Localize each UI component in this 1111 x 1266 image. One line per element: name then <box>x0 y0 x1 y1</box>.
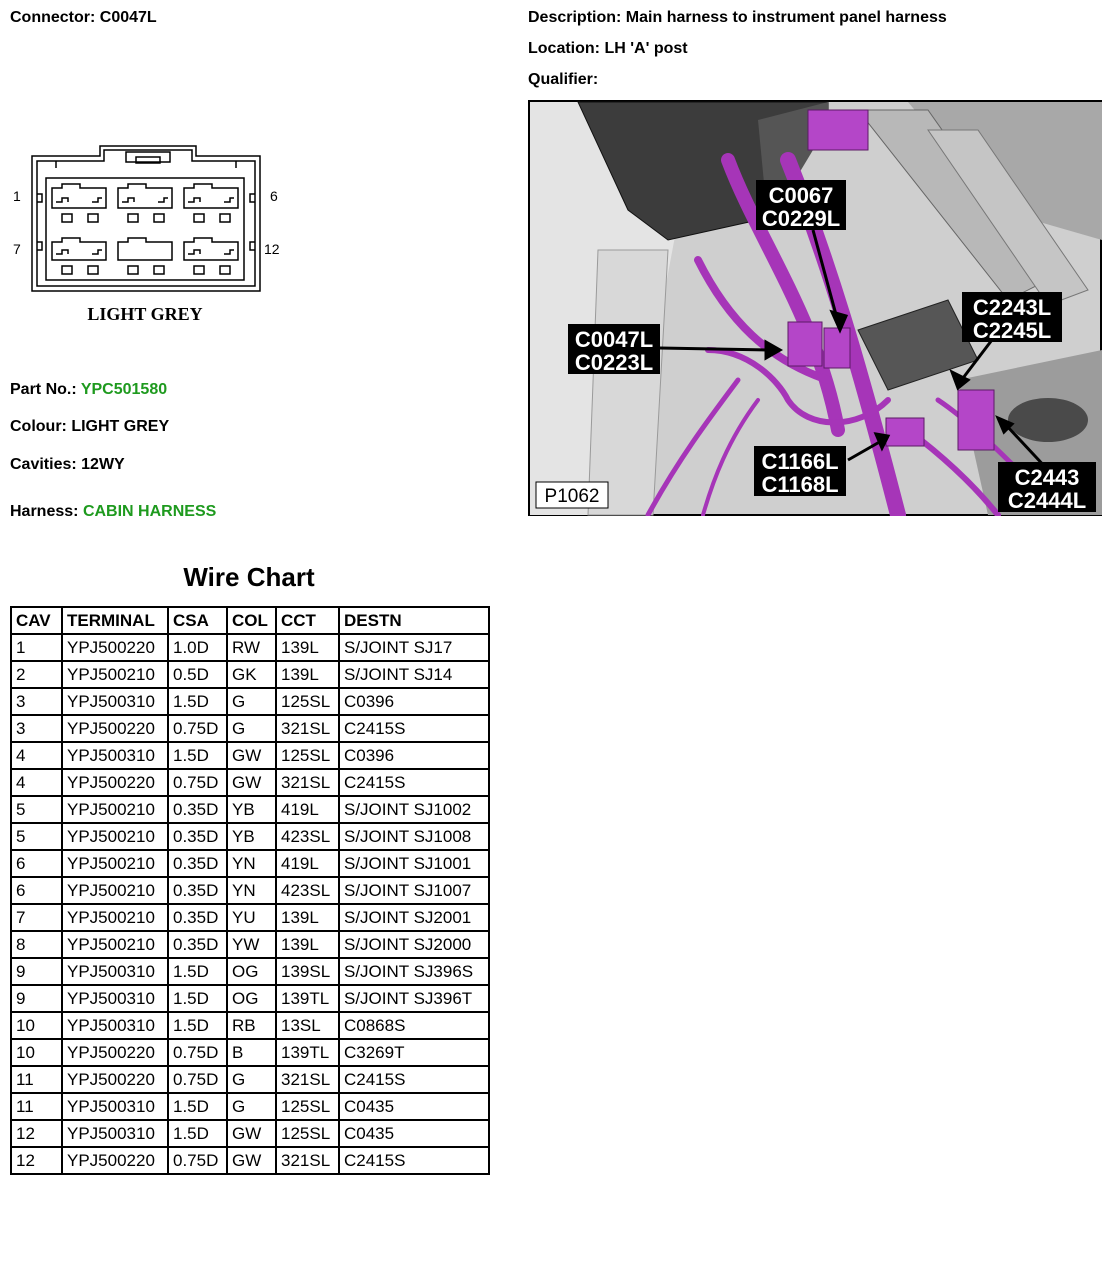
cell-cct: 125SL <box>276 1093 339 1120</box>
cell-destn: S/JOINT SJ2001 <box>339 904 489 931</box>
cell-col: YN <box>227 850 276 877</box>
cell-destn: S/JOINT SJ396S <box>339 958 489 985</box>
cell-terminal: YPJ500310 <box>62 1093 168 1120</box>
cell-cav: 9 <box>11 958 62 985</box>
table-row <box>11 1039 489 1066</box>
cell-cav: 11 <box>11 1093 62 1120</box>
cell-csa: 0.75D <box>168 1147 227 1174</box>
cell-destn: S/JOINT SJ1002 <box>339 796 489 823</box>
cell-cav: 12 <box>11 1120 62 1147</box>
cell-cav: 4 <box>11 742 62 769</box>
cell-terminal: YPJ500210 <box>62 877 168 904</box>
cell-terminal: YPJ500310 <box>62 1012 168 1039</box>
cell-cct: 419L <box>276 796 339 823</box>
cell-destn: C0868S <box>339 1012 489 1039</box>
cell-terminal: YPJ500210 <box>62 931 168 958</box>
cell-cct: 321SL <box>276 1147 339 1174</box>
cell-destn: C0435 <box>339 1120 489 1147</box>
location-label: Location: <box>528 40 600 57</box>
cell-terminal: YPJ500310 <box>62 958 168 985</box>
cell-destn: C3269T <box>339 1039 489 1066</box>
header-cct: CCT <box>276 607 339 634</box>
cell-terminal: YPJ500220 <box>62 1066 168 1093</box>
table-row <box>11 1066 489 1093</box>
cell-cav: 3 <box>11 715 62 742</box>
callout-c0229l: C0229L <box>761 206 841 231</box>
cell-cct: 13SL <box>276 1012 339 1039</box>
header-terminal: TERMINAL <box>62 607 168 634</box>
connector-line <box>10 9 157 27</box>
cell-csa: 1.5D <box>168 1012 227 1039</box>
cell-col: RW <box>227 634 276 661</box>
cell-col: YU <box>227 904 276 931</box>
cell-csa: 1.5D <box>168 742 227 769</box>
cell-col: YB <box>227 823 276 850</box>
cell-col: G <box>227 1093 276 1120</box>
table-row <box>11 958 489 985</box>
location-value: LH 'A' post <box>604 40 688 57</box>
callout-c2245l: C2245L <box>972 318 1052 343</box>
table-row <box>11 904 489 931</box>
connector-value: C0047L <box>99 9 157 26</box>
pin-label-1: 1 <box>13 188 21 204</box>
table-row <box>11 823 489 850</box>
description-label: Description: <box>528 9 622 26</box>
cell-csa: 0.35D <box>168 904 227 931</box>
cell-cct: 139L <box>276 904 339 931</box>
table-row <box>11 742 489 769</box>
table-row <box>11 931 489 958</box>
table-row <box>11 850 489 877</box>
pin-label-12: 12 <box>264 241 280 257</box>
cavities-label: Cavities: <box>10 456 77 473</box>
cell-destn: S/JOINT SJ17 <box>339 634 489 661</box>
cell-col: YW <box>227 931 276 958</box>
cell-cct: 321SL <box>276 1066 339 1093</box>
cell-cav: 3 <box>11 688 62 715</box>
cell-cct: 139L <box>276 931 339 958</box>
callout-c1166l: C1166L <box>761 449 839 474</box>
cell-cav: 6 <box>11 877 62 904</box>
cell-cav: 10 <box>11 1012 62 1039</box>
location-line <box>528 40 688 58</box>
cell-col: GW <box>227 1147 276 1174</box>
cell-cav: 1 <box>11 634 62 661</box>
part-no-line <box>10 381 167 399</box>
cell-cct: 139L <box>276 634 339 661</box>
cell-col: G <box>227 715 276 742</box>
qualifier-label: Qualifier: <box>528 71 599 88</box>
cell-terminal: YPJ500210 <box>62 661 168 688</box>
cell-cct: 125SL <box>276 1120 339 1147</box>
cell-destn: S/JOINT SJ1001 <box>339 850 489 877</box>
cell-terminal: YPJ500310 <box>62 1120 168 1147</box>
cell-csa: 1.0D <box>168 634 227 661</box>
table-row <box>11 1120 489 1147</box>
cell-col: B <box>227 1039 276 1066</box>
cell-terminal: YPJ500220 <box>62 1147 168 1174</box>
cell-terminal: YPJ500210 <box>62 850 168 877</box>
table-row <box>11 796 489 823</box>
cell-cct: 423SL <box>276 823 339 850</box>
cell-csa: 0.35D <box>168 850 227 877</box>
callout-c0067: C0067 <box>768 183 834 208</box>
cell-cct: 125SL <box>276 688 339 715</box>
cell-csa: 1.5D <box>168 1093 227 1120</box>
pin-label-7: 7 <box>13 241 21 257</box>
cell-csa: 0.35D <box>168 931 227 958</box>
header-col: COL <box>227 607 276 634</box>
cell-col: YN <box>227 877 276 904</box>
cell-terminal: YPJ500220 <box>62 634 168 661</box>
part-no-link[interactable]: YPC501580 <box>80 381 168 398</box>
cell-terminal: YPJ500210 <box>62 904 168 931</box>
table-row <box>11 715 489 742</box>
colour-value: LIGHT GREY <box>71 418 170 435</box>
connector-face-diagram <box>8 138 298 330</box>
cell-cct: 125SL <box>276 742 339 769</box>
callout-c1168l: C1168L <box>761 472 839 497</box>
callout-c2443: C2443 <box>1014 465 1080 490</box>
cell-cct: 423SL <box>276 877 339 904</box>
cell-csa: 0.35D <box>168 877 227 904</box>
connector-location-photo <box>528 100 1102 516</box>
wire-chart-header-row <box>11 607 489 634</box>
table-row <box>11 1093 489 1120</box>
table-row <box>11 1012 489 1039</box>
cell-terminal: YPJ500210 <box>62 823 168 850</box>
cell-destn: S/JOINT SJ396T <box>339 985 489 1012</box>
cell-csa: 0.75D <box>168 1039 227 1066</box>
cell-cav: 2 <box>11 661 62 688</box>
cavities-value: 12WY <box>81 456 125 473</box>
cell-csa: 1.5D <box>168 688 227 715</box>
cell-terminal: YPJ500310 <box>62 985 168 1012</box>
cell-csa: 1.5D <box>168 1120 227 1147</box>
cell-cav: 7 <box>11 904 62 931</box>
cell-destn: S/JOINT SJ1008 <box>339 823 489 850</box>
cell-cav: 9 <box>11 985 62 1012</box>
cell-destn: C2415S <box>339 1147 489 1174</box>
cell-cav: 6 <box>11 850 62 877</box>
connector-label: Connector: <box>10 9 96 26</box>
cell-terminal: YPJ500310 <box>62 688 168 715</box>
cell-cct: 321SL <box>276 769 339 796</box>
cell-col: YB <box>227 796 276 823</box>
cell-csa: 0.35D <box>168 823 227 850</box>
cell-terminal: YPJ500210 <box>62 796 168 823</box>
cell-cav: 8 <box>11 931 62 958</box>
table-row <box>11 985 489 1012</box>
cell-terminal: YPJ500220 <box>62 715 168 742</box>
harness-label: Harness: <box>10 503 79 520</box>
harness-line <box>10 503 216 521</box>
cell-terminal: YPJ500310 <box>62 742 168 769</box>
cell-cav: 5 <box>11 823 62 850</box>
cell-col: G <box>227 1066 276 1093</box>
table-row <box>11 661 489 688</box>
cell-cct: 139TL <box>276 1039 339 1066</box>
table-row <box>11 877 489 904</box>
wire-chart-table <box>10 606 490 1175</box>
cell-col: OG <box>227 985 276 1012</box>
cell-csa: 0.75D <box>168 715 227 742</box>
cell-terminal: YPJ500220 <box>62 769 168 796</box>
cell-cav: 10 <box>11 1039 62 1066</box>
cell-terminal: YPJ500220 <box>62 1039 168 1066</box>
cell-cct: 321SL <box>276 715 339 742</box>
cell-col: OG <box>227 958 276 985</box>
cell-destn: C0435 <box>339 1093 489 1120</box>
description-value: Main harness to instrument panel harness <box>625 9 947 26</box>
cell-col: RB <box>227 1012 276 1039</box>
cell-col: GW <box>227 1120 276 1147</box>
cell-destn: C2415S <box>339 715 489 742</box>
wire-chart-title: Wire Chart <box>183 562 315 592</box>
cell-destn: S/JOINT SJ2000 <box>339 931 489 958</box>
cell-destn: C0396 <box>339 742 489 769</box>
cell-col: GW <box>227 769 276 796</box>
header-csa: CSA <box>168 607 227 634</box>
table-row <box>11 634 489 661</box>
cell-destn: C2415S <box>339 769 489 796</box>
cell-col: GW <box>227 742 276 769</box>
table-row <box>11 688 489 715</box>
cell-cct: 419L <box>276 850 339 877</box>
cavities-line <box>10 456 125 474</box>
description-line <box>528 9 947 27</box>
header-destn: DESTN <box>339 607 489 634</box>
colour-label: Colour: <box>10 418 67 435</box>
qualifier-line <box>528 71 598 89</box>
diagram-colour-caption: LIGHT GREY <box>87 304 203 324</box>
callout-c0047l: C0047L <box>574 327 654 352</box>
table-row <box>11 1147 489 1174</box>
cell-destn: S/JOINT SJ14 <box>339 661 489 688</box>
connector-block-c0047l <box>788 322 822 366</box>
cell-cct: 139L <box>276 661 339 688</box>
callout-c2444l: C2444L <box>1007 488 1087 513</box>
cell-csa: 0.75D <box>168 1066 227 1093</box>
cell-cct: 139TL <box>276 985 339 1012</box>
cell-destn: C2415S <box>339 1066 489 1093</box>
cell-csa: 1.5D <box>168 958 227 985</box>
cell-col: GK <box>227 661 276 688</box>
part-no-label: Part No.: <box>10 381 77 398</box>
cell-cav: 4 <box>11 769 62 796</box>
callout-c0223l: C0223L <box>574 350 654 375</box>
pin-label-6: 6 <box>270 188 278 204</box>
table-row <box>11 769 489 796</box>
cell-csa: 0.35D <box>168 796 227 823</box>
photo-ref-label: P1062 <box>544 486 600 507</box>
cell-cav: 12 <box>11 1147 62 1174</box>
cell-destn: C0396 <box>339 688 489 715</box>
cell-destn: S/JOINT SJ1007 <box>339 877 489 904</box>
colour-line <box>10 418 169 436</box>
cell-csa: 0.5D <box>168 661 227 688</box>
cell-cav: 5 <box>11 796 62 823</box>
cell-col: G <box>227 688 276 715</box>
header-cav: CAV <box>11 607 62 634</box>
cell-csa: 0.75D <box>168 769 227 796</box>
cell-csa: 1.5D <box>168 985 227 1012</box>
harness-link[interactable]: CABIN HARNESS <box>82 503 217 520</box>
cell-cav: 11 <box>11 1066 62 1093</box>
callout-c2243l: C2243L <box>972 295 1052 320</box>
cell-cct: 139SL <box>276 958 339 985</box>
